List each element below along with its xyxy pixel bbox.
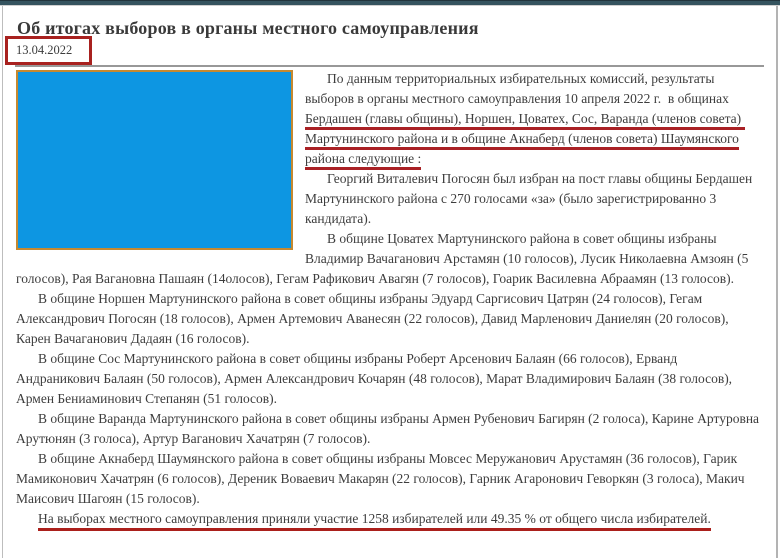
page-frame (2, 6, 778, 558)
article-image-placeholder (16, 70, 293, 250)
article-header (3, 6, 776, 65)
article-body (3, 67, 776, 529)
page-title: Об итогах выборов в органы местного самоуправления (17, 18, 479, 38)
paragraph-norshen-council: В общине Норшен Мартунинского района в совет общины избраны Эдуард Саргисович Цатрян (24 голосов), Гегам Александрович Погосян (18 голосов), Армен Артемович Аванесян (22 голосов), Давид Марленович Даниелян (20 голосов), Карен Вачаганович Дадаян (16 голосов). (16, 291, 729, 346)
publish-date: 13.04.2022 (16, 43, 73, 57)
red-underlined-summary: На выборах местного самоуправления приняли участие 1258 избирателей или 49.35 % от общего числа избирателей. (38, 511, 711, 531)
paragraph-tsovateh-council: В общине Цоватех Мартунинского района в совет общины избраны Владимир Вачаганович Арстамян (10 голосов), Лусик Николаевна Амзоян (5 голосов), Рая Вагановна Пашаян (14олосов), Гегам Рафикович Авагян (7 голосов), Гоарик Василевна Абраамян (13 голосов). (16, 231, 749, 286)
paragraph-varanda-council: В общине Варанда Мартунинского района в совет общины избраны Армен Рубенович Багирян (2 голоса), Карине Артуровна Арутюнян (3 голоса), Артур Ваганович Хачатрян (7 голосов). (16, 411, 760, 446)
red-underlined-phrase: Бердашен (главы общины), Норшен, Цоватех, Сос, Варанда (членов совета) Мартунинского района и в общине Акнаберд (членов совета) Шаумянского района следующие : (305, 111, 745, 170)
paragraph-aknaberd-council: В общине Акнаберд Шаумянского района в совет общины избраны Мовсес Меружанович Арустамян (36 голосов), Гарик Мамиконович Хачатрян (6 голосов), Дереник Воваевич Макарян (22 голосов), Гарник Агаронович Геворкян (3 голоса), Макич Маисович Шагоян (15 голосов). (16, 451, 745, 506)
intro-lead-text: По данным территориальных избирательных комиссий, результаты выборов в органы местного самоуправления 10 апреля 2022 г. в общинах (305, 71, 729, 106)
paragraph-berdashen-head: Георгий Виталевич Погосян был избран на пост главы общины Бердашен Мартунинского района с 270 голосами «за» (было зарегистрированно 3 кандидата). (305, 171, 753, 226)
summary-paragraph (16, 509, 762, 529)
paragraph-sos-council: В общине Сос Мартунинского района в совет общины избраны Роберт Арсенович Балаян (66 голосов), Ерванд Андраникович Балаян (50 голосов), Армен Александрович Кочарян (48 голосов), Марат Владимирович Балаян (38 голосов), Армен Бениаминович Степанян (51 голосов). (16, 351, 733, 406)
date-annotation-box (5, 36, 92, 65)
